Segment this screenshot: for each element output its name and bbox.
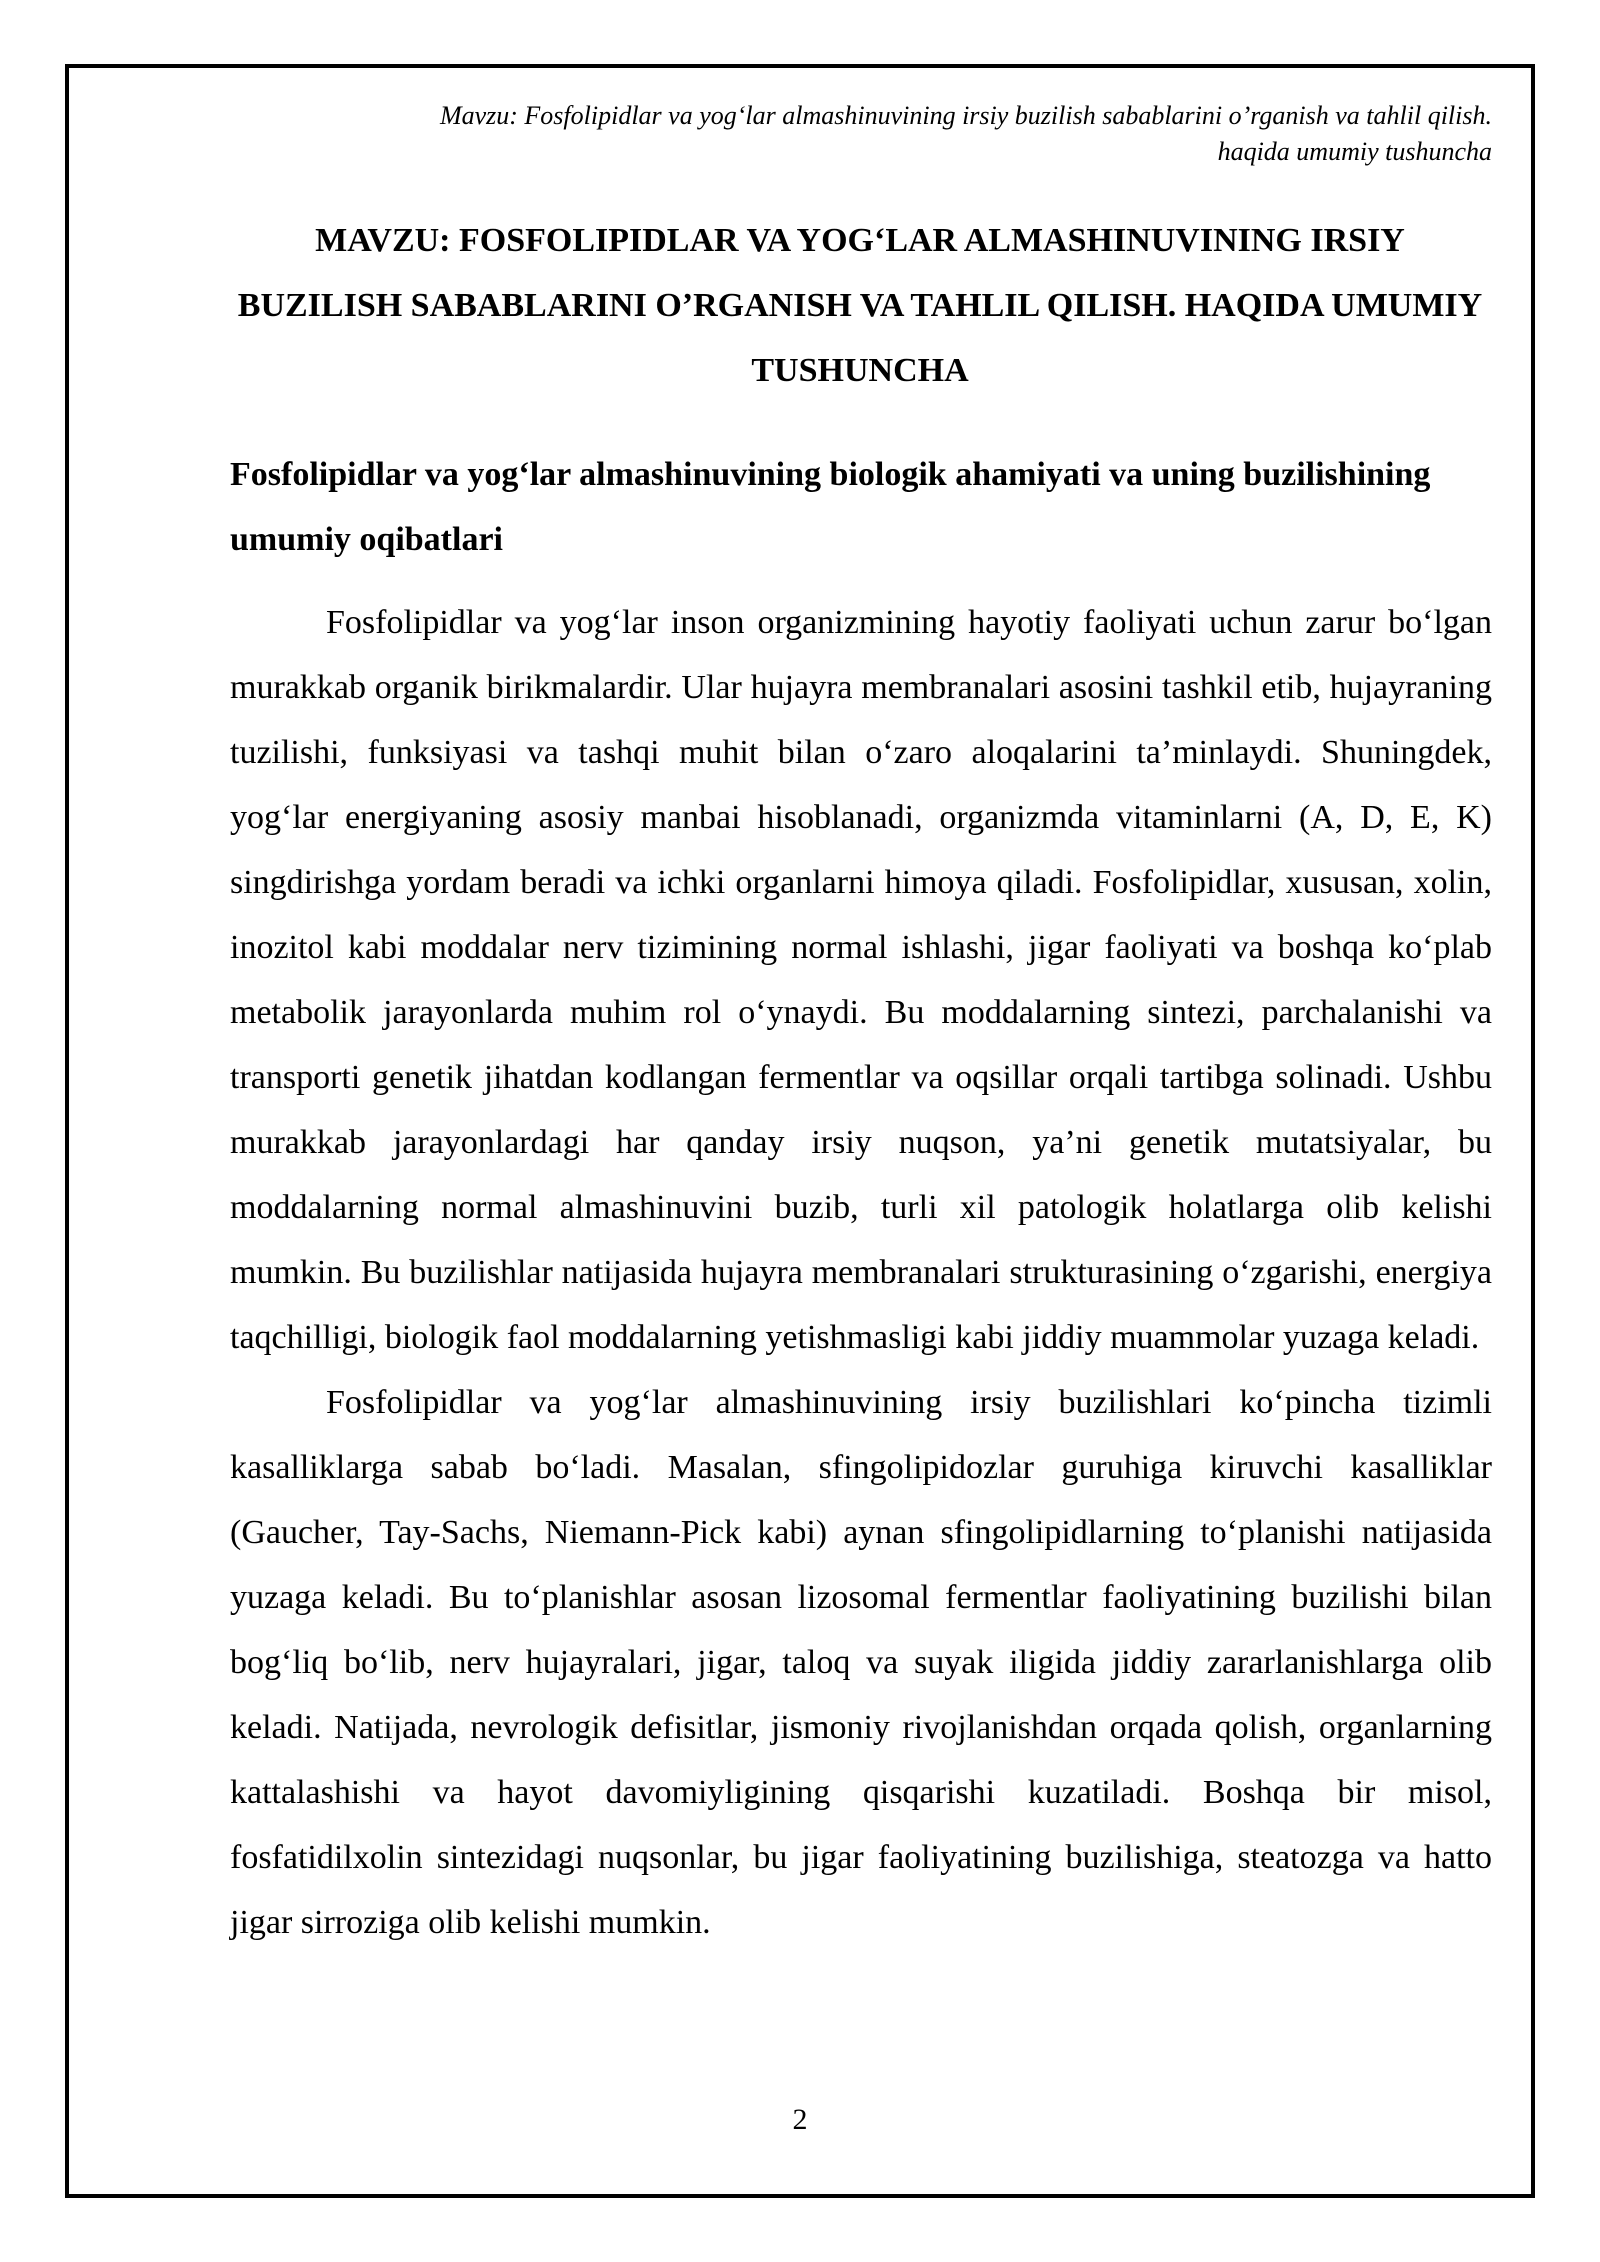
running-header: [200, 98, 1492, 170]
body-paragraph: Fosfolipidlar va yog‘lar inson organizmining hayotiy faoliyati uchun zarur bo‘lgan murakkab organik birikmalardir. Ular hujayra membranalari asosini tashkil etib, hujayraning tuzilishi, funksiyasi va tashqi muhit bilan o‘zaro aloqalarini ta’minlaydi. Shuningdek, yog‘lar energiyaning asosiy manbai hisoblanadi, organizmda vitaminlarni (A, D, E, K) singdirishga yordam beradi va ichki organlarni himoya qiladi. Fosfolipidlar, xususan, xolin, inozitol kabi moddalar nerv tizimining normal ishlashi, jigar faoliyati va boshqa ko‘plab metabolik jarayonlarda muhim rol o‘ynaydi. Bu moddalarning sintezi, parchalanishi va transporti genetik jihatdan kodlangan fermentlar va oqsillar orqali tartibga solinadi. Ushbu murakkab jarayonlardagi har qanday irsiy nuqson, ya’ni genetik mutatsiyalar, bu moddalarning normal almashinuvini buzib, turli xil patologik holatlarga olib kelishi mumkin. Bu buzilishlar natijasida hujayra membranalari strukturasining o‘zgarishi, energiya taqchilligi, biologik faol moddalarning yetishmasligi kabi jiddiy muammolar yuzaga keladi.: [230, 604, 1492, 1356]
body-paragraph: Fosfolipidlar va yog‘lar almashinuvining irsiy buzilishlari ko‘pincha tizimli kasalliklarga sabab bo‘ladi. Masalan, sfingolipidozlar guruhiga kiruvchi kasalliklar (Gaucher, Tay-Sachs, Niemann-Pick kabi) aynan sfingolipidlarning to‘planishi natijasida yuzaga keladi. Bu to‘planishlar asosan lizosomal fermentlar faoliyatining buzilishi bilan bog‘liq bo‘lib, nerv hujayralari, jigar, taloq va suyak iligida jiddiy zararlanishlarga olib keladi. Natijada, nevrologik defisitlar, jismoniy rivojlanishdan orqada qolish, organlarning kattalashishi va hayot davomiyligining qisqarishi kuzatiladi. Boshqa bir misol, fosfatidilxolin sintezidagi nuqsonlar, bu jigar faoliyatining buzilishiga, steatozga va hatto jigar sirroziga olib kelishi mumkin.: [230, 1384, 1492, 1941]
body-text: [230, 590, 1492, 1955]
section-heading: Fosfolipidlar va yog‘lar almashinuvining biologik ahamiyati va uning buzilishining umumiy oqibatlari: [230, 456, 1431, 558]
page-number: 2: [792, 2103, 808, 2136]
document-title: MAVZU: FOSFOLIPIDLAR VA YOG‘LAR ALMASHINUVINING IRSIY BUZILISH SABABLARINI O’RGANISH VA TAHLIL QILISH. HAQIDA UMUMIY TUSHUNCHA: [237, 222, 1483, 389]
running-header-line-2: haqida umumiy tushuncha: [1217, 137, 1492, 166]
running-header-line-1: Mavzu: Fosfolipidlar va yog‘lar almashinuvining irsiy buzilish sabablarini o’rganish va tahlil qilish.: [439, 101, 1492, 130]
